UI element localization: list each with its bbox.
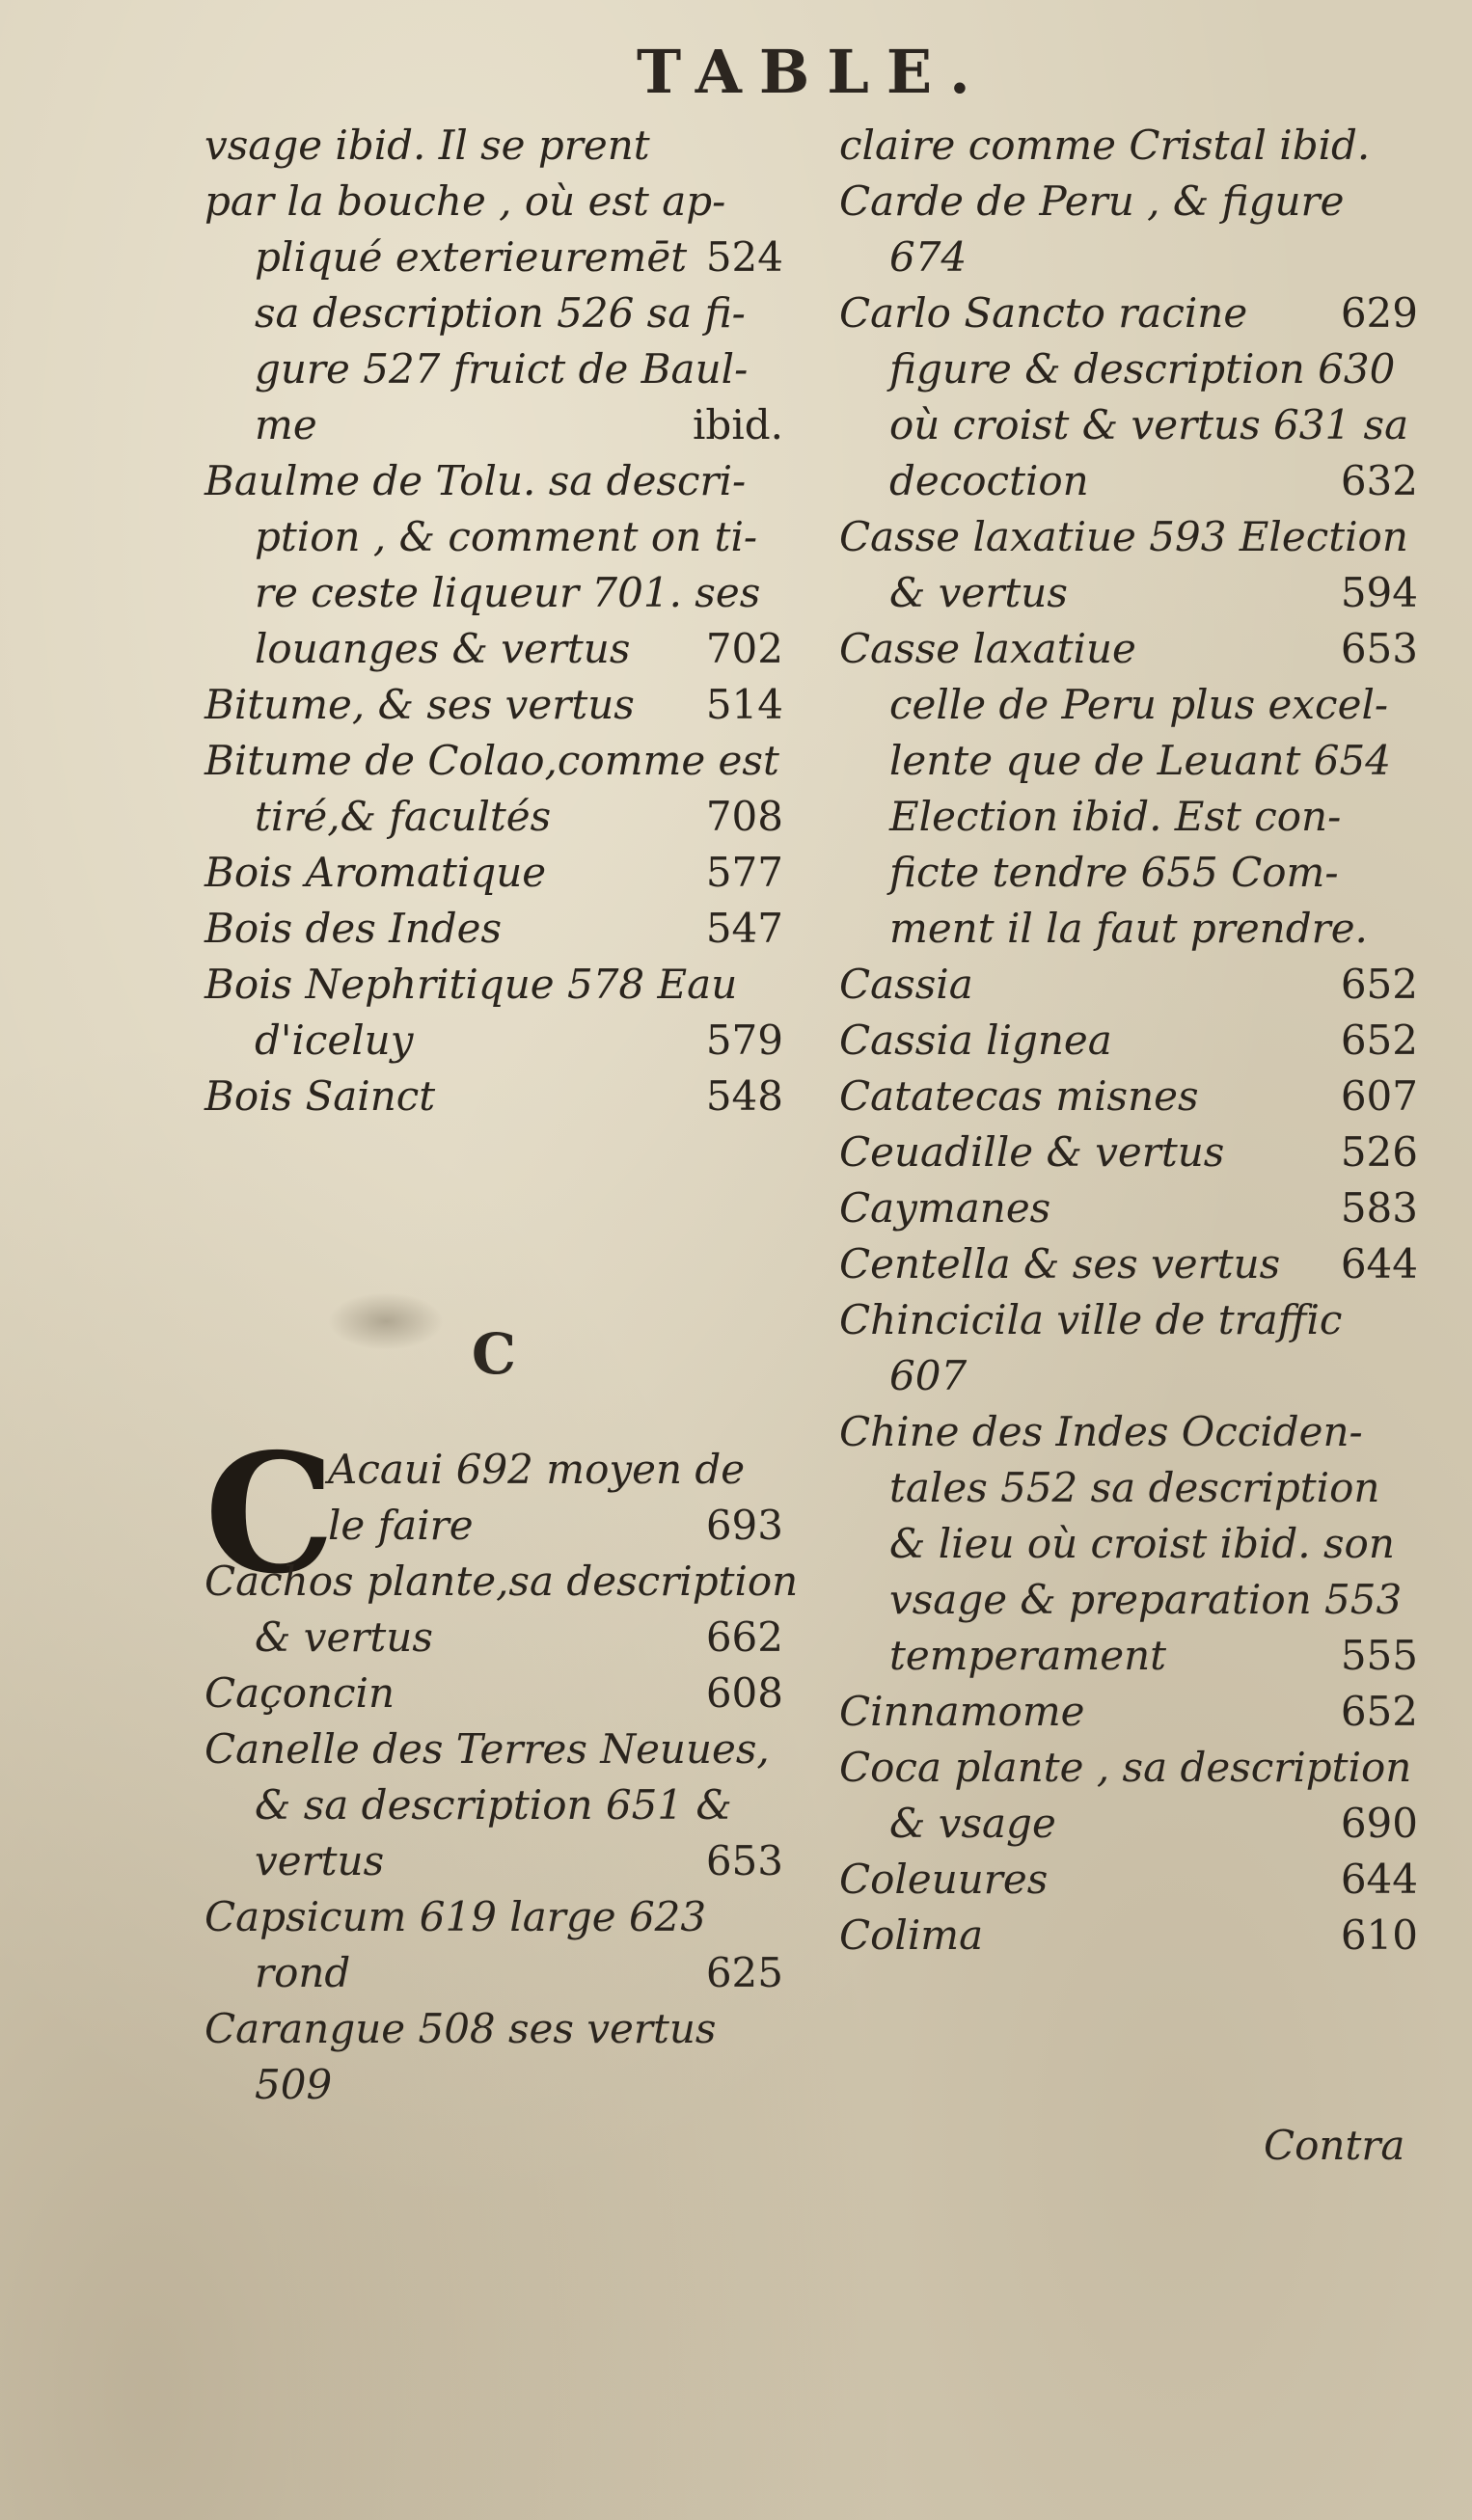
entry-text: Ceuadille & vertus bbox=[839, 1128, 1225, 1176]
index-entry bbox=[204, 845, 783, 901]
index-entry bbox=[839, 621, 1418, 957]
index-entry bbox=[204, 1554, 799, 1666]
index-entry-line bbox=[204, 1721, 783, 1777]
entry-text: vsage & preparation 553 bbox=[889, 1576, 1403, 1623]
index-entry-line bbox=[204, 2001, 783, 2057]
index-entry bbox=[204, 1069, 783, 1125]
entry-text: re ceste liqueur 701. ses bbox=[255, 569, 761, 616]
index-entry bbox=[839, 1069, 1418, 1125]
index-entry-line bbox=[204, 1013, 783, 1069]
index-entry-line bbox=[839, 1460, 1418, 1516]
index-entry bbox=[839, 1125, 1418, 1180]
index-entry-line bbox=[204, 789, 783, 845]
page-number: 652 bbox=[1340, 1688, 1418, 1735]
index-entry bbox=[839, 1852, 1418, 1908]
entry-text: Cassia bbox=[839, 961, 973, 1008]
page-number: 629 bbox=[1340, 289, 1418, 337]
page-number: 662 bbox=[705, 1613, 783, 1661]
index-entry bbox=[204, 901, 783, 957]
index-entry bbox=[839, 174, 1418, 285]
entry-text: Bitume, & ses vertus bbox=[204, 681, 635, 728]
index-entry-line bbox=[839, 1236, 1418, 1292]
entry-text: me bbox=[255, 401, 317, 448]
entry-text: Coca plante , sa description bbox=[839, 1744, 1412, 1791]
index-entry-line bbox=[839, 509, 1418, 565]
index-entry-line bbox=[204, 341, 783, 397]
entry-text: où croist & vertus 631 sa bbox=[889, 401, 1409, 448]
index-entry bbox=[204, 1666, 783, 1721]
entry-text: ment il la faut prendre. bbox=[889, 905, 1368, 952]
index-entry bbox=[839, 1236, 1418, 1292]
entry-text: Bois Nephritique 578 Eau bbox=[204, 961, 738, 1008]
entry-text: decoction bbox=[889, 457, 1089, 504]
index-entry-line bbox=[204, 397, 783, 453]
index-entry bbox=[204, 453, 783, 677]
entry-text: Cinnamome bbox=[839, 1688, 1085, 1735]
entry-text: Election ibid. Est con- bbox=[889, 793, 1342, 840]
page-number: 708 bbox=[705, 793, 783, 840]
index-entry-line bbox=[839, 677, 1418, 733]
index-entry-line bbox=[204, 1069, 783, 1125]
section-letter: C bbox=[471, 1321, 517, 1387]
entry-text: Caçoncin bbox=[204, 1669, 395, 1717]
index-entry-line bbox=[204, 845, 783, 901]
index-entry-line bbox=[839, 1796, 1418, 1852]
drop-cap: C bbox=[204, 1418, 336, 1611]
section-letter-block bbox=[204, 1321, 783, 1387]
index-entry-line bbox=[204, 174, 783, 230]
entry-text: ption , & comment on ti- bbox=[255, 513, 758, 560]
index-entry-line bbox=[204, 1498, 783, 1554]
page-number: 693 bbox=[705, 1502, 783, 1549]
page-number: 702 bbox=[705, 625, 783, 672]
index-entry bbox=[204, 733, 783, 845]
index-entry bbox=[204, 174, 783, 453]
index-entry-line bbox=[204, 285, 783, 341]
index-entry-line bbox=[204, 1666, 783, 1721]
index-entry-line bbox=[839, 1404, 1418, 1460]
entry-text: Acaui 692 moyen de bbox=[328, 1446, 746, 1493]
entry-text: Chincicila ville de traffic bbox=[839, 1296, 1343, 1343]
index-entry-line bbox=[839, 901, 1418, 957]
index-entry-line bbox=[839, 565, 1418, 621]
entry-text: vsage ibid. Il se prent bbox=[204, 122, 650, 169]
entry-text: sa description 526 sa fi- bbox=[255, 289, 746, 337]
entry-text: pliqué exterieuremēt bbox=[255, 233, 688, 281]
index-entry bbox=[204, 1721, 783, 1889]
index-entry-line bbox=[204, 118, 783, 174]
index-entry bbox=[839, 1180, 1418, 1236]
page-number: 607 bbox=[1340, 1072, 1418, 1120]
entry-text: Centella & ses vertus bbox=[839, 1240, 1281, 1287]
index-entry bbox=[204, 2001, 783, 2113]
index-entry-line bbox=[204, 565, 783, 621]
index-entry-line bbox=[204, 957, 783, 1013]
entry-text: par la bouche , où est ap- bbox=[204, 177, 726, 225]
entry-text: Casse laxatiue 593 Election bbox=[839, 513, 1408, 560]
index-entry bbox=[839, 509, 1418, 621]
index-entry-line bbox=[839, 230, 1418, 285]
page-number: 555 bbox=[1340, 1632, 1418, 1679]
index-entry bbox=[204, 677, 783, 733]
page-number: 653 bbox=[705, 1837, 783, 1884]
index-entry-line bbox=[204, 733, 783, 789]
index-entry-line bbox=[839, 453, 1418, 509]
index-entry-line bbox=[204, 677, 783, 733]
index-entry bbox=[839, 1908, 1418, 1964]
page-number: 652 bbox=[1340, 961, 1418, 1008]
index-entry-line bbox=[204, 901, 783, 957]
catchword: Contra bbox=[1264, 2122, 1405, 2169]
entry-text: & sa description 651 & bbox=[255, 1781, 732, 1829]
index-entry-line bbox=[839, 341, 1418, 397]
index-entry-line bbox=[839, 1348, 1418, 1404]
index-entry-line bbox=[839, 1684, 1418, 1740]
index-entry-line bbox=[839, 845, 1418, 901]
index-entry-line bbox=[204, 509, 783, 565]
page-number: 653 bbox=[1340, 625, 1418, 672]
entry-text: celle de Peru plus excel- bbox=[889, 681, 1389, 728]
index-entry-line bbox=[839, 1069, 1418, 1125]
index-entry-line bbox=[839, 174, 1418, 230]
index-entry-line bbox=[204, 1554, 799, 1610]
index-entry-line bbox=[204, 2057, 783, 2113]
entry-text: Bois Aromatique bbox=[204, 849, 547, 896]
index-entry-line bbox=[839, 1908, 1418, 1964]
entry-text: louanges & vertus bbox=[255, 625, 631, 672]
index-entry bbox=[839, 1404, 1418, 1684]
page-number: 547 bbox=[705, 905, 783, 952]
index-entry-line bbox=[839, 118, 1418, 174]
page-number: 583 bbox=[1340, 1184, 1418, 1232]
entry-text: 509 bbox=[255, 2061, 333, 2108]
entry-text: Coleuures bbox=[839, 1856, 1049, 1903]
entry-text: le faire bbox=[328, 1502, 474, 1549]
index-entry-line bbox=[204, 1945, 783, 2001]
index-entry-line bbox=[839, 621, 1418, 677]
entry-text: Colima bbox=[839, 1911, 984, 1959]
index-entry bbox=[839, 1013, 1418, 1069]
page-number: 652 bbox=[1340, 1016, 1418, 1064]
entry-text: tiré,& facultés bbox=[255, 793, 552, 840]
page-header: TABLE. bbox=[637, 37, 988, 107]
page-number: 577 bbox=[705, 849, 783, 896]
entry-text: claire comme Cristal ibid. bbox=[839, 122, 1371, 169]
entry-text: temperament bbox=[889, 1632, 1167, 1679]
index-column-right bbox=[839, 118, 1418, 1964]
page-number: 548 bbox=[705, 1072, 783, 1120]
index-entry-line bbox=[839, 1180, 1418, 1236]
index-entry-line bbox=[839, 957, 1418, 1013]
entry-text: gure 527 fruict de Baul- bbox=[255, 345, 749, 393]
index-entry-line bbox=[204, 1833, 783, 1889]
page-number: 644 bbox=[1340, 1856, 1418, 1903]
entry-text: tales 552 sa description bbox=[889, 1464, 1380, 1511]
entry-text: Cassia lignea bbox=[839, 1016, 1112, 1064]
page-number: 579 bbox=[705, 1016, 783, 1064]
index-entry-line bbox=[839, 789, 1418, 845]
index-entry-line bbox=[839, 1013, 1418, 1069]
index-entry-line bbox=[839, 397, 1418, 453]
page-number: 644 bbox=[1340, 1240, 1418, 1287]
page-number: 625 bbox=[705, 1949, 783, 1996]
index-entry bbox=[839, 118, 1418, 174]
page-number: 594 bbox=[1340, 569, 1418, 616]
index-entry bbox=[204, 118, 783, 174]
entry-text: d'iceluy bbox=[255, 1016, 414, 1064]
index-entry-line bbox=[204, 230, 783, 285]
entry-text: Carde de Peru , & figure bbox=[839, 177, 1345, 225]
entry-text: 607 bbox=[889, 1352, 968, 1399]
entry-text: Bitume de Colao,comme est bbox=[204, 737, 779, 784]
index-entry-line bbox=[839, 1852, 1418, 1908]
index-entry bbox=[839, 1292, 1418, 1404]
index-entry bbox=[839, 957, 1418, 1013]
index-entry-line bbox=[839, 1628, 1418, 1684]
index-column-left bbox=[204, 118, 783, 1125]
index-entry-line bbox=[839, 1125, 1418, 1180]
index-entry bbox=[204, 1442, 783, 1554]
entry-text: & vertus bbox=[255, 1613, 433, 1661]
entry-text: & lieu où croist ibid. son bbox=[889, 1520, 1395, 1567]
index-entry-line bbox=[204, 1442, 783, 1498]
index-entry-line bbox=[204, 1610, 783, 1666]
page-number: ibid. bbox=[693, 401, 783, 448]
entry-text: Cachos plante,sa description bbox=[204, 1558, 799, 1605]
index-entry bbox=[839, 1684, 1418, 1740]
page-number: 690 bbox=[1340, 1800, 1418, 1847]
entry-text: Bois des Indes bbox=[204, 905, 503, 952]
index-entry-line bbox=[204, 453, 783, 509]
entry-text: vertus bbox=[255, 1837, 385, 1884]
entry-text: Canelle des Terres Neuues, bbox=[204, 1725, 770, 1773]
index-entry-line bbox=[204, 1777, 783, 1833]
page-number: 632 bbox=[1340, 457, 1418, 504]
entry-text: 674 bbox=[889, 233, 968, 281]
index-entry-line bbox=[839, 1740, 1418, 1796]
index-entry bbox=[839, 285, 1418, 509]
page-number: 524 bbox=[705, 233, 783, 281]
page-number: 514 bbox=[705, 681, 783, 728]
page-number: 608 bbox=[705, 1669, 783, 1717]
entry-text: Casse laxatiue bbox=[839, 625, 1136, 672]
index-entry bbox=[204, 957, 783, 1069]
entry-text: Bois Sainct bbox=[204, 1072, 436, 1120]
index-entry-line bbox=[839, 285, 1418, 341]
index-entry-line bbox=[204, 621, 783, 677]
entry-text: ficte tendre 655 Com- bbox=[889, 849, 1339, 896]
entry-text: Catatecas misnes bbox=[839, 1072, 1199, 1120]
entry-text: Baulme de Tolu. sa descri- bbox=[204, 457, 747, 504]
index-entry-line bbox=[839, 733, 1418, 789]
index-entry-line bbox=[839, 1516, 1418, 1572]
index-entry-line bbox=[839, 1292, 1418, 1348]
entry-text: figure & description 630 bbox=[889, 345, 1396, 393]
entry-text: & vertus bbox=[889, 569, 1068, 616]
index-entry-line bbox=[204, 1889, 783, 1945]
entry-text: Caymanes bbox=[839, 1184, 1051, 1232]
entry-text: & vsage bbox=[889, 1800, 1056, 1847]
index-entry-line bbox=[839, 1572, 1418, 1628]
entry-text: Carangue 508 ses vertus bbox=[204, 2005, 717, 2052]
page-number: 526 bbox=[1340, 1128, 1418, 1176]
entry-text: Chine des Indes Occiden- bbox=[839, 1408, 1363, 1455]
page-number: 610 bbox=[1340, 1911, 1418, 1959]
index-section-c bbox=[204, 1418, 799, 2113]
entry-text: lente que de Leuant 654 bbox=[889, 737, 1391, 784]
index-entry bbox=[839, 1740, 1418, 1852]
entry-text: Capsicum 619 large 623 bbox=[204, 1893, 707, 1940]
entry-text: rond bbox=[255, 1949, 351, 1996]
index-entry bbox=[204, 1889, 783, 2001]
entry-text: Carlo Sancto racine bbox=[839, 289, 1248, 337]
